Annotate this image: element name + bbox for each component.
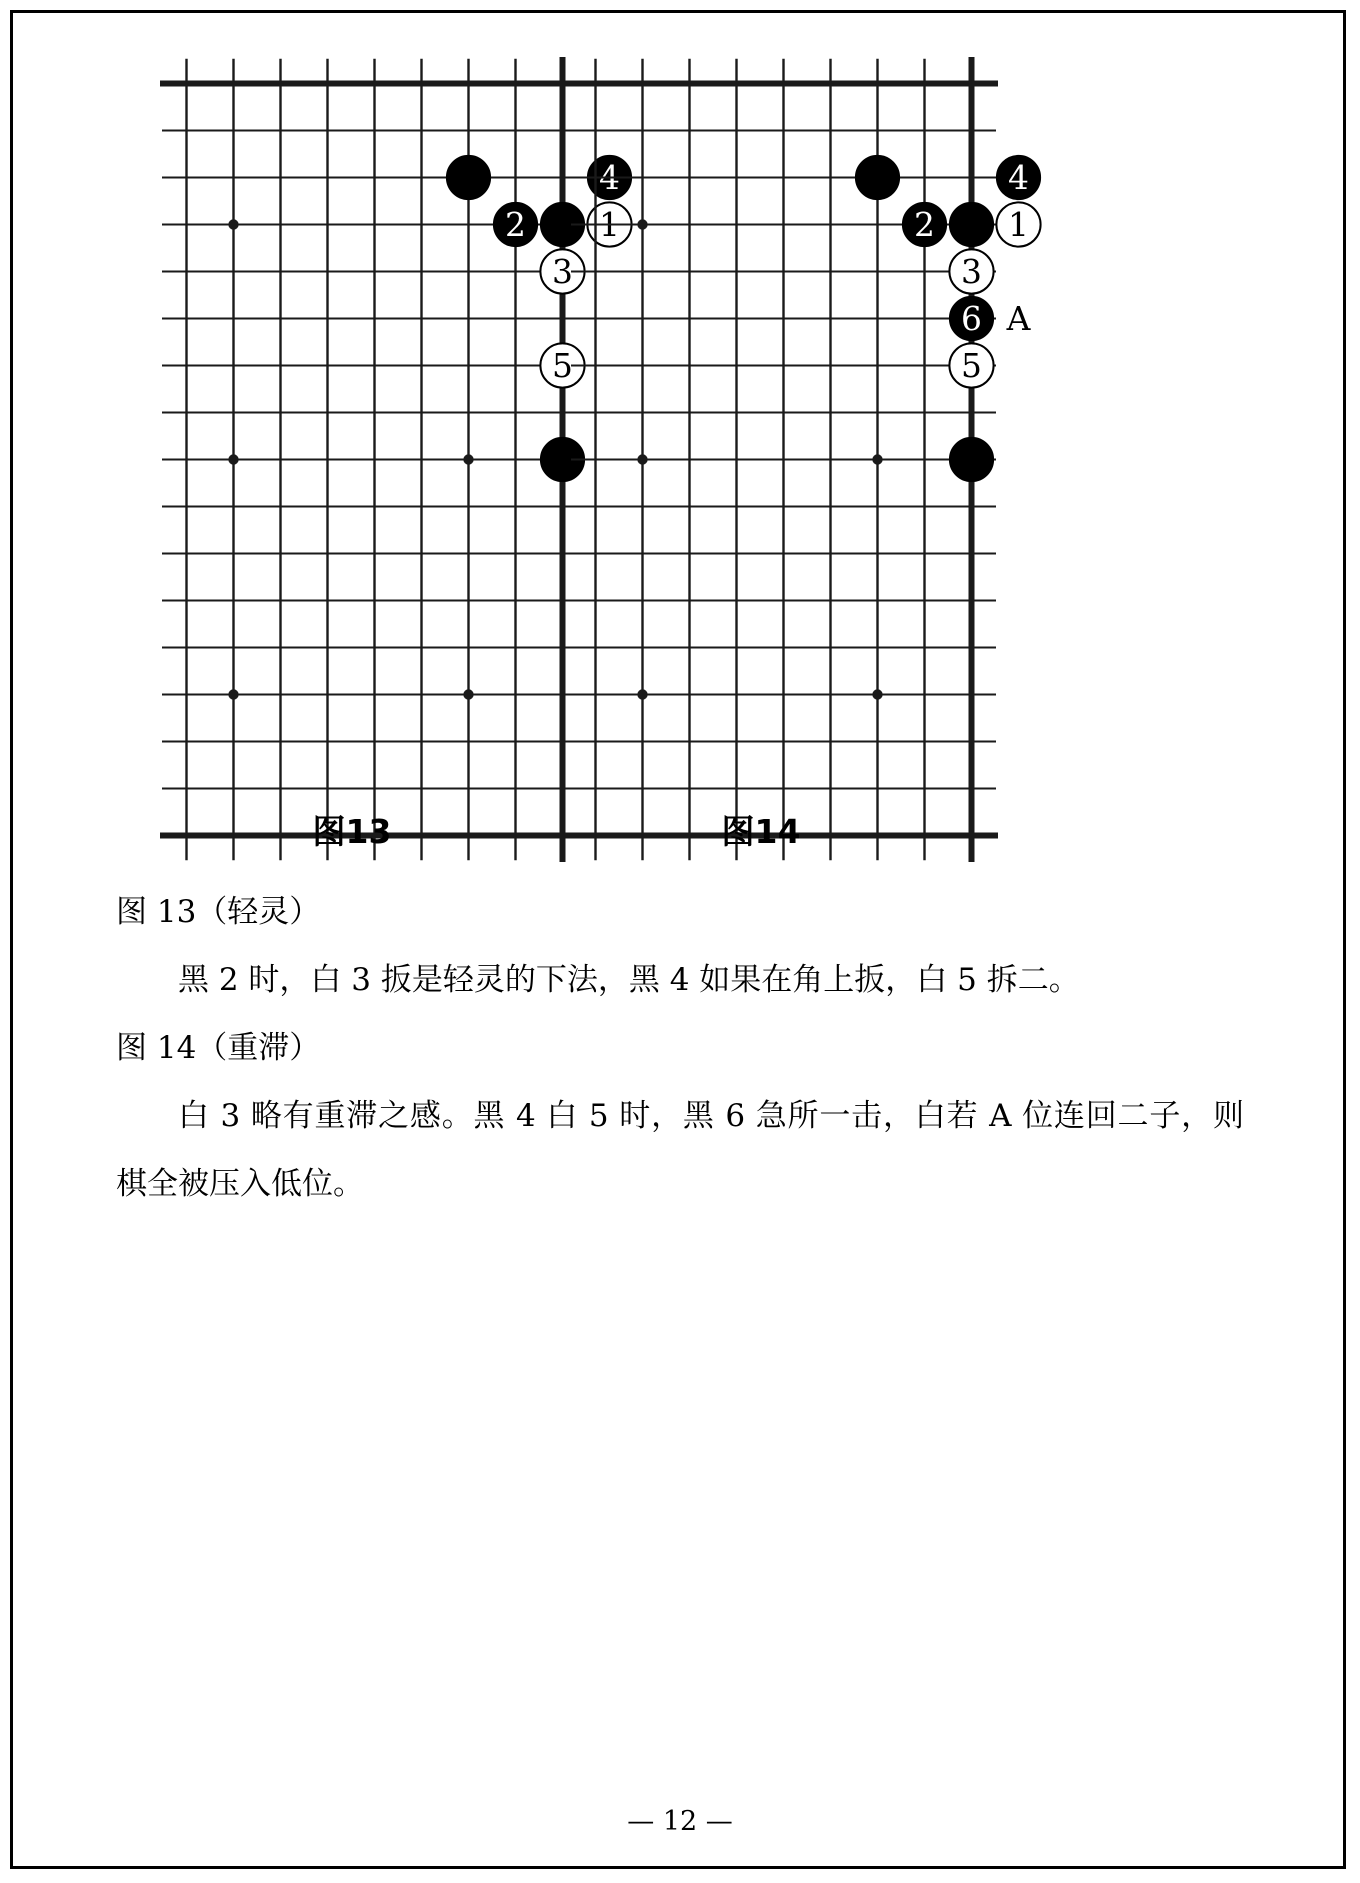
star-point-3: [872, 454, 882, 464]
stone-move-number: 1: [599, 205, 620, 244]
figure-caption-14: 图14: [721, 812, 801, 851]
stone-black-2: [902, 202, 946, 246]
star-point-3: [463, 454, 473, 464]
star-point-0: [637, 219, 647, 229]
stone-disc: [949, 437, 993, 481]
stone-move-number: 4: [1008, 158, 1029, 197]
stone-disc: [855, 155, 899, 199]
stone-white-3: [949, 249, 993, 293]
body-text: [116, 878, 1244, 1218]
star-point-0: [228, 219, 238, 229]
paragraph-fig13-title: 图 13（轻灵）: [116, 894, 321, 930]
paragraph-fig14-title: 图 14（重滞）: [116, 1030, 321, 1066]
figure-caption-13: 图13: [312, 812, 392, 851]
star-point-2: [637, 689, 647, 699]
stone-black-plain: [855, 155, 899, 199]
page-number: — 12 —: [627, 1806, 733, 1837]
paragraph-fig13-body: 黑 2 时，白 3 扳是轻灵的下法，黑 4 如果在角上扳，白 5 拆二。: [178, 962, 1080, 998]
stone-move-number: 1: [1008, 205, 1029, 244]
stone-move-number: 2: [505, 205, 526, 244]
stone-move-number: 3: [552, 252, 573, 291]
stone-black-plain: [949, 437, 993, 481]
star-point-4: [872, 689, 882, 699]
stone-disc: [949, 202, 993, 246]
star-point-4: [463, 689, 473, 699]
stone-black-plain: [446, 155, 490, 199]
stone-black-6: [949, 296, 993, 340]
stone-black-4: [996, 155, 1040, 199]
star-point-2: [228, 689, 238, 699]
stone-move-number: 6: [961, 299, 982, 338]
go-board-fig13: [163, 60, 620, 859]
stone-white-5: [949, 343, 993, 387]
stone-move-number: 2: [914, 205, 935, 244]
stone-black-plain: [949, 202, 993, 246]
stone-move-number: 5: [552, 346, 573, 385]
stone-move-number: 4: [599, 158, 620, 197]
stone-move-number: 3: [961, 252, 982, 291]
paragraph-fig14-body: 白 3 略有重滞之感。黑 4 白 5 时，黑 6 急所一击，白若 A 位连回二子，则棋全被压入低位。: [116, 1098, 1244, 1202]
stone-move-number: 5: [961, 346, 982, 385]
stone-white-1: [996, 202, 1040, 246]
star-point-1: [637, 454, 647, 464]
board-mark-letter-A: A: [1006, 299, 1031, 338]
star-point-1: [228, 454, 238, 464]
go-board-fig14: [572, 60, 1031, 859]
stone-black-2: [493, 202, 537, 246]
stone-disc: [446, 155, 490, 199]
